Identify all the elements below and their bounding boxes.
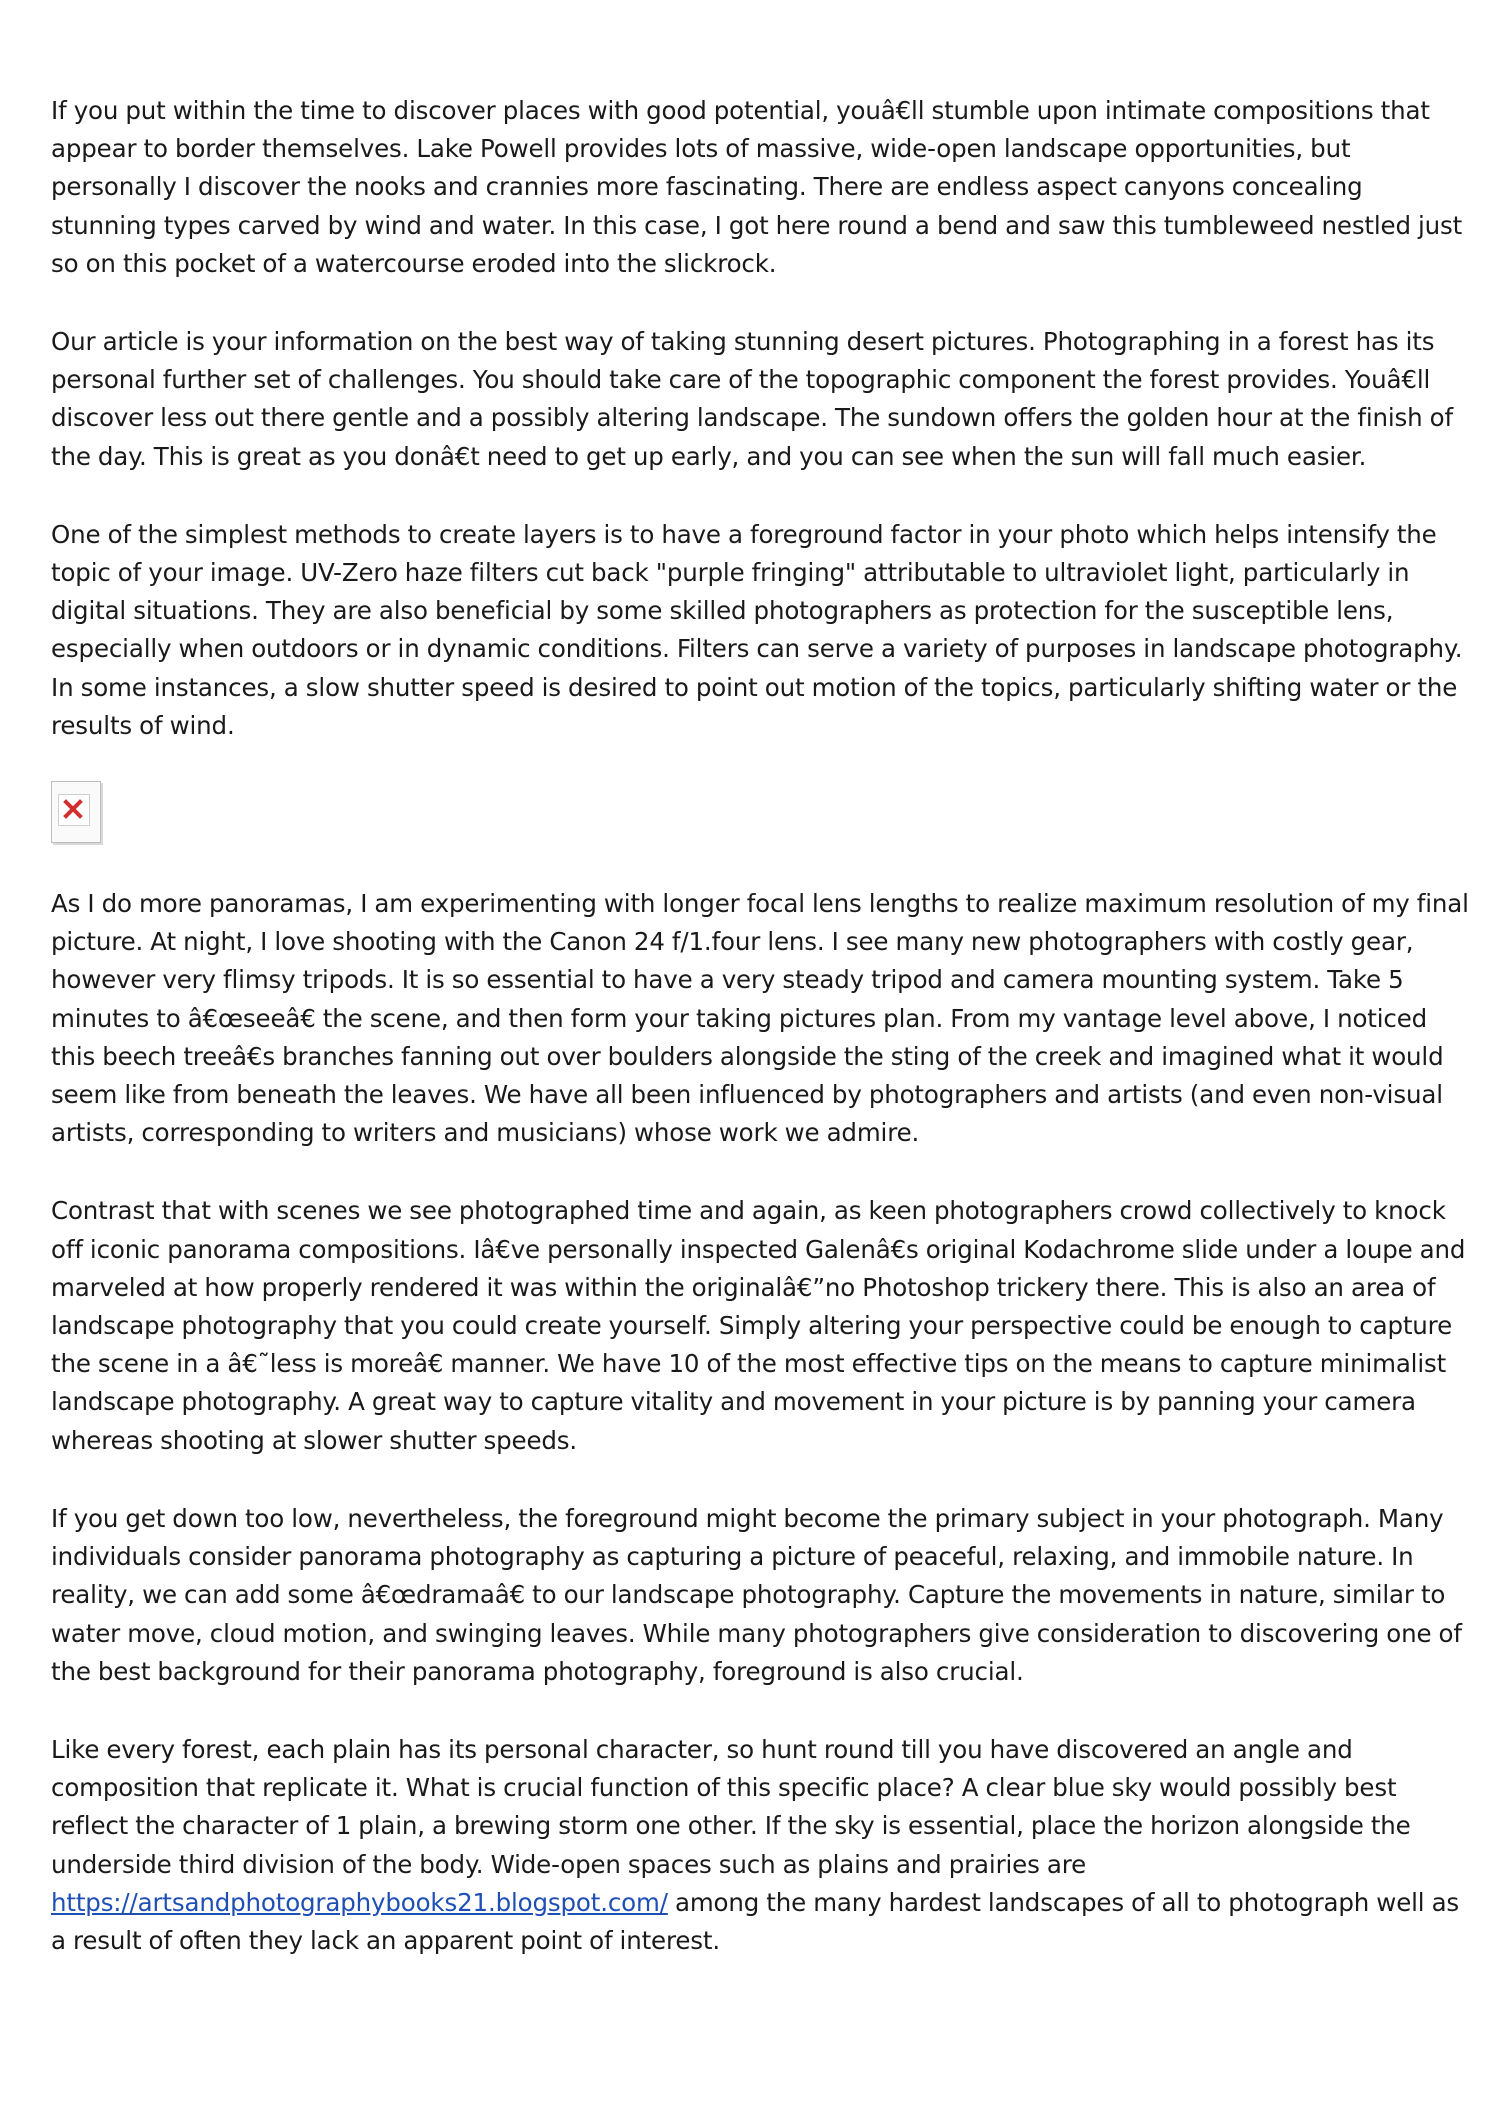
red-x-icon xyxy=(59,795,87,823)
paragraph-1: If you put within the time to discover places with good potential, youâ€ll stumble upon intimate compositions that appear to border themselves. Lake Powell provides lots of massive, wide-open landscape opportunities, but personally I discover the nooks and crannies more fascinating. There are endless aspect canyons concealing stunning types carved by wind and water. In this case, I got here round a bend and saw this tumbleweed nestled just so on this pocket of a watercourse eroded into the slickrock. xyxy=(51,96,1463,278)
paragraph-6: If you get down too low, nevertheless, the foreground might become the primary subject in your photograph. Many individuals consider panorama photography as capturing a picture of peaceful, relaxing, and immobile nature. In reality, we can add some â€œdramaâ€ to our landscape photography. Capture the movements in nature, similar to water move, cloud motion, and swinging leaves. While many photographers give consideration to discovering one of the best background for their panorama photography, foreground is also crucial. xyxy=(51,1503,1462,1686)
paragraph-2: Our article is your information on the best way of taking stunning desert pictures. Photographing in a forest has its personal further set of challenges. You should take care of the topographic component the forest provides. Youâ€ll discover less out there gentle and a possibly altering landscape. The sundown offers the golden hour at the finish of the day. This is great as you donâ€t need to get up early, and you can see when the sun will fall much easier. xyxy=(51,327,1453,471)
paragraph-4: As I do more panoramas, I am experimenting with longer focal lens lengths to realize maximum resolution of my final picture. At night, I love shooting with the Canon 24 f/1.four lens. I see many new photographers with costly gear, however very flimsy tripods. It is so essential to have a very steady tripod and camera mounting system. Take 5 minutes to â€œseeâ€ the scene, and then form your taking pictures plan. From my vantage level above, I noticed this beech treeâ€s branches fanning out over boulders alongside the sting of the creek and imagined what it would seem like from beneath the leaves. We have all been influenced by photographers and artists (and even non-visual artists, corresponding to writers and musicians) whose work we admire. xyxy=(51,889,1469,1148)
paragraph-3: One of the simplest methods to create layers is to have a foreground factor in your photo which helps intensify the topic of your image. UV-Zero haze filters cut back "purple fringing" attributable to ultraviolet light, particularly in digital situations. They are also beneficial by some skilled photographers as protection for the susceptible lens, especially when outdoors or in dynamic conditions. Filters can serve a variety of purposes in landscape photography. In some instances, a slow shutter speed is desired to point out motion of the topics, particularly shifting water or the results of wind. xyxy=(51,519,1463,740)
paragraph-7-after-link: among the many hardest landscapes of all to photograph well as a result of often they lack an apparent point of interest. xyxy=(51,1887,1460,1955)
paragraph-5: Contrast that with scenes we see photographed time and again, as keen photographers crowd collectively to knock off iconic panorama compositions. Iâ€ve personally inspected Galenâ€s original Kodachrome slide under a loupe and marveled at how properly rendered it was within the originalâ€”no Photoshop trickery there. This is also an area of landscape photography that you could create yourself. Simply altering your perspective could be enough to capture the scene in a â€˜less is moreâ€ manner. We have 10 of the most effective tips on the means to capture minimalist landscape photography. A great way to capture vitality and movement in your picture is by panning your camera whereas shooting at slower shutter speeds. xyxy=(51,1196,1466,1455)
paragraph-7-before-link: Like every forest, each plain has its personal character, so hunt round till you have discovered an angle and composition that replicate it. What is crucial function of this specific place? A clear blue sky would possibly best reflect the character of 1 plain, a brewing storm one other. If the sky is essential, place the horizon alongside the underside third division of the body. Wide-open spaces such as plains and prairies are xyxy=(51,1734,1411,1879)
article-body xyxy=(51,92,1471,2000)
paragraph-7 xyxy=(51,1731,1471,1960)
blog-link[interactable]: https://artsandphotographybooks21.blogspot.com/ xyxy=(51,1887,668,1917)
broken-image-icon xyxy=(51,781,101,843)
